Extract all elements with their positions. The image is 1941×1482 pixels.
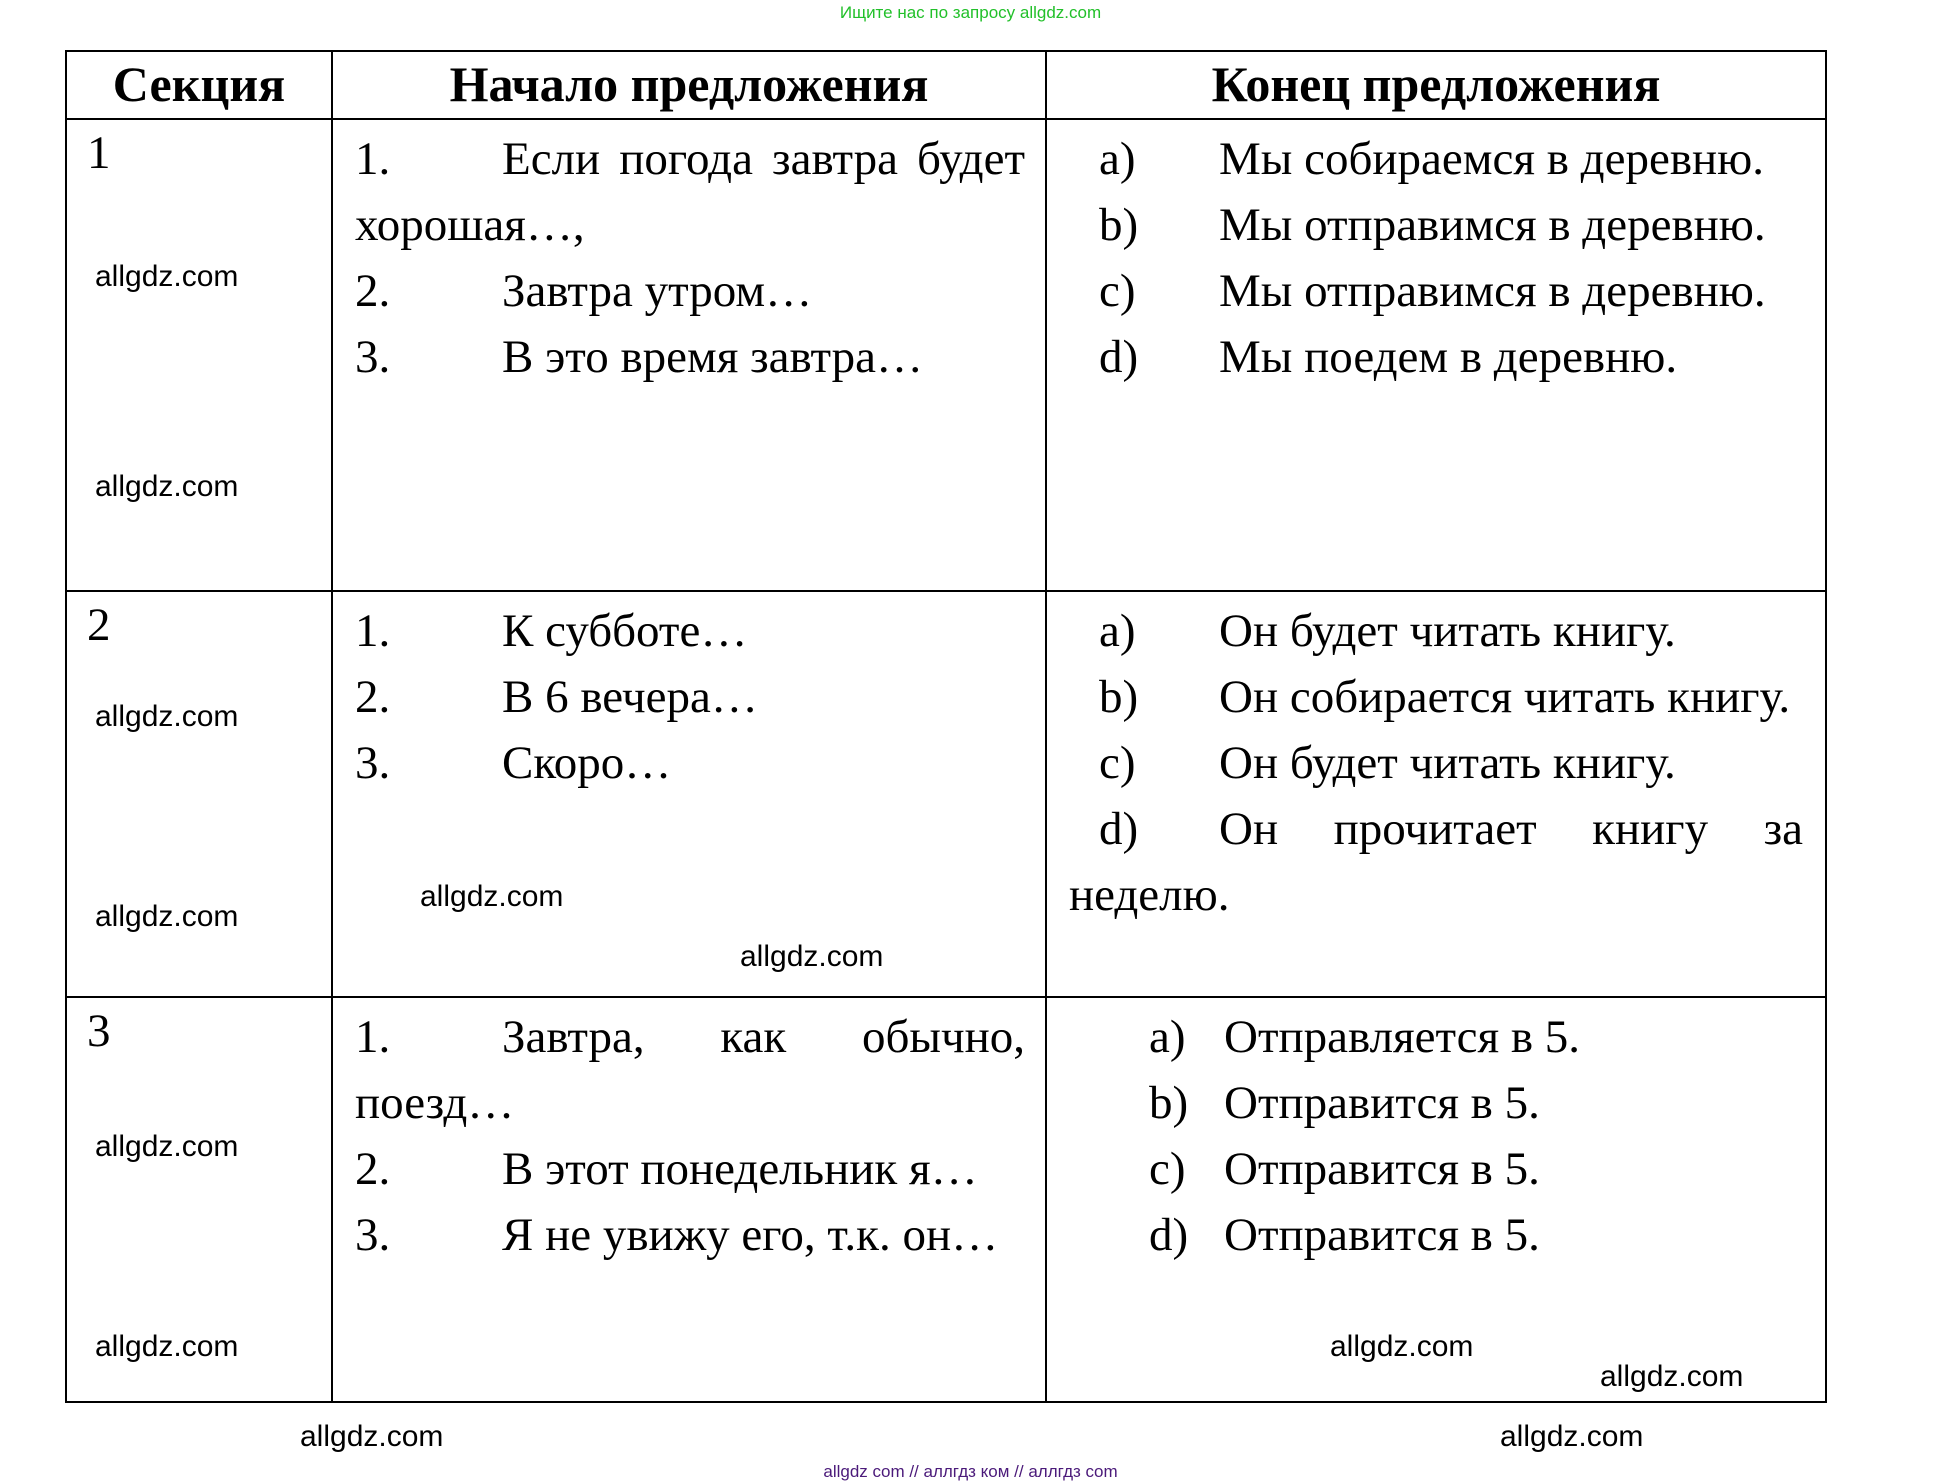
item-text: Он собирается читать книгу. [1219,671,1791,723]
item-text: Он прочитает книгу за неделю. [1069,803,1803,921]
item-letter: a) [1099,133,1136,185]
list-item [355,1136,1025,1202]
item-text: В это время завтра… [502,331,924,383]
list-item [1069,192,1803,258]
item-text: Отправляется в 5. [1224,1011,1581,1063]
list-item [1069,258,1803,324]
item-text: В этот понедельник я… [502,1143,978,1195]
item-letter: a) [1149,1011,1186,1063]
list-item [1069,1202,1803,1268]
watermark: allgdz.com [95,1330,239,1363]
list-item [1069,1136,1803,1202]
item-text: Он будет читать книгу. [1219,737,1676,789]
item-letter: d) [1099,331,1139,383]
watermark: allgdz.com [95,470,239,503]
item-letter: c) [1149,1143,1186,1195]
item-text: Если погода завтра будет хорошая…, [355,133,1025,251]
header-row [66,51,1826,119]
item-letter: d) [1099,803,1139,855]
item-text: Мы отправимся в деревню. [1219,199,1766,251]
list-item [1069,730,1803,796]
item-number: 2. [355,671,391,723]
item-number: 3. [355,1209,391,1261]
list-item [355,1202,1025,1268]
watermark: allgdz.com [420,880,564,913]
item-number: 2. [355,1143,391,1195]
list-item [1069,126,1803,192]
item-text: Отправится в 5. [1224,1143,1540,1195]
item-text: Скоро… [502,737,672,789]
list-item [355,1004,1025,1136]
list-item [355,598,1025,664]
table-row [66,591,1826,997]
watermark: allgdz.com [1500,1420,1644,1453]
table-row [66,119,1826,591]
item-letter: b) [1099,671,1139,723]
item-text: Мы отправимся в деревню. [1219,265,1766,317]
item-number: 2. [355,265,391,317]
list-item [1069,1004,1803,1070]
list-item [355,730,1025,796]
list-item [1069,1070,1803,1136]
item-letter: c) [1099,265,1136,317]
item-number: 3. [355,737,391,789]
header-section: Секция [66,51,332,119]
item-letter: a) [1099,605,1136,657]
sentence-starts [332,591,1046,997]
item-text: К субботе… [502,605,748,657]
item-text: Завтра утром… [502,265,813,317]
sentence-ends [1046,591,1826,997]
watermark: allgdz.com [740,940,884,973]
list-item [355,126,1025,258]
sentence-matching-table [65,50,1827,1403]
item-text: Мы собираемся в деревню. [1219,133,1765,185]
sentence-ends [1046,119,1826,591]
watermark: allgdz.com [95,260,239,293]
header-sentence-end: Конец предложения [1046,51,1826,119]
watermark: allgdz.com [95,700,239,733]
item-number: 1. [355,605,391,657]
watermark: allgdz.com [1600,1360,1744,1393]
list-item [355,258,1025,324]
table-row [66,997,1826,1402]
header-sentence-start: Начало предложения [332,51,1046,119]
section-number: 2 [66,591,332,997]
list-item [1069,598,1803,664]
list-item [1069,796,1803,928]
item-letter: b) [1149,1077,1189,1129]
item-text: Завтра, как обычно, поезд… [355,1011,1025,1129]
item-number: 1. [355,133,391,185]
item-text: Он будет читать книгу. [1219,605,1676,657]
watermark: allgdz.com [300,1420,444,1453]
section-number: 3 [66,997,332,1402]
item-letter: b) [1099,199,1139,251]
list-item [355,664,1025,730]
item-text: Я не увижу его, т.к. он… [502,1209,999,1261]
item-text: Отправится в 5. [1224,1209,1540,1261]
watermark: allgdz.com [95,1130,239,1163]
watermark: allgdz.com [1330,1330,1474,1363]
sentence-starts [332,119,1046,591]
footer-links: allgdz com // аллгдз ком // аллгдз com [823,1462,1118,1481]
item-text: Мы поедем в деревню. [1219,331,1678,383]
section-number: 1 [66,119,332,591]
sentence-starts [332,997,1046,1402]
search-hint: Ищите нас по запросу allgdz.com [839,3,1102,22]
item-text: Отправится в 5. [1224,1077,1540,1129]
item-number: 1. [355,1011,391,1063]
list-item [1069,664,1803,730]
watermark: allgdz.com [95,900,239,933]
list-item [1069,324,1803,390]
item-letter: c) [1099,737,1136,789]
item-letter: d) [1149,1209,1189,1261]
item-text: В 6 вечера… [502,671,758,723]
list-item [355,324,1025,390]
item-number: 3. [355,331,391,383]
